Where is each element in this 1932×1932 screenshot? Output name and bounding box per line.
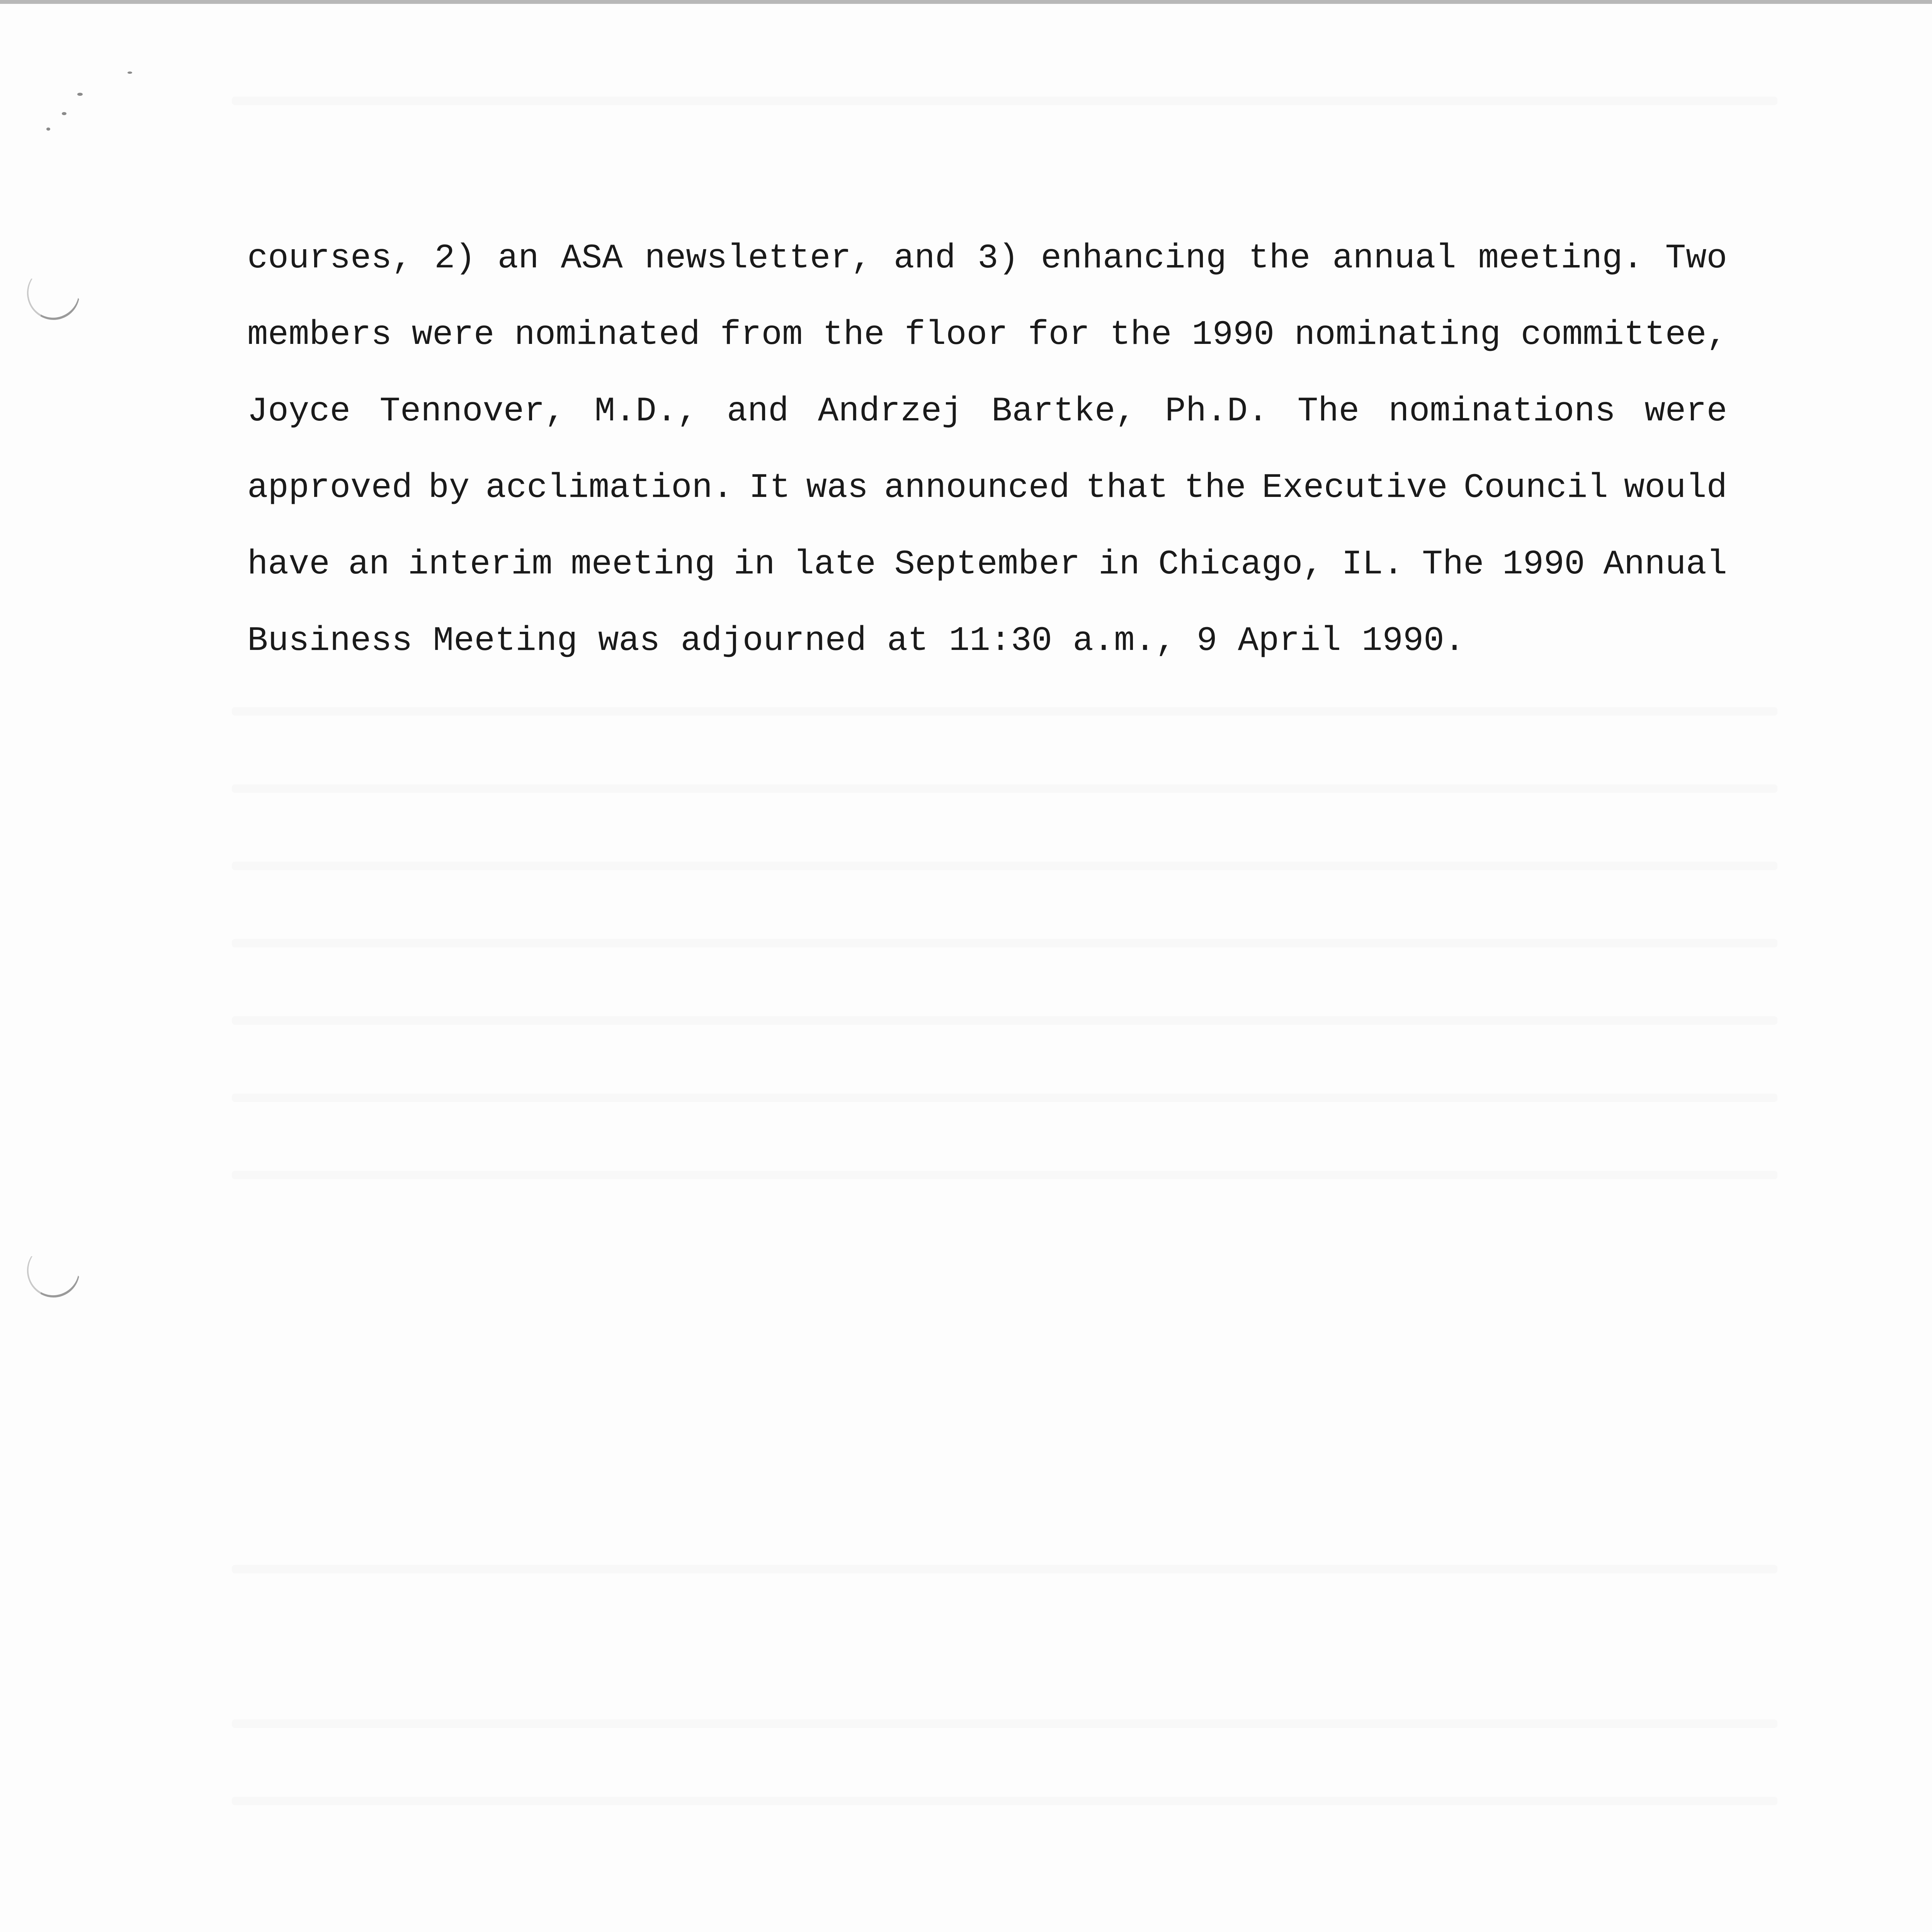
scan-speck	[128, 71, 132, 74]
word: Tennover,	[379, 392, 566, 431]
word: The	[1422, 545, 1484, 584]
text-line	[247, 603, 1727, 679]
bleed-through	[232, 1565, 1777, 1573]
bleed-through	[232, 784, 1777, 793]
word: committee,	[1520, 315, 1727, 354]
scan-top-edge	[0, 0, 1932, 4]
word: Annual	[1603, 545, 1727, 584]
bleed-through	[232, 1797, 1777, 1805]
word: meeting	[571, 545, 716, 584]
word: for	[1028, 315, 1090, 354]
word: Executive	[1262, 468, 1448, 507]
line-text: Business Meeting was adjourned at 11:30 a.m., 9 April 1990.	[247, 621, 1465, 660]
word: It	[749, 468, 791, 507]
word: was	[806, 468, 868, 507]
word: the	[1248, 239, 1311, 278]
bleed-through	[232, 862, 1777, 870]
bleed-through	[232, 939, 1777, 947]
bleed-through	[232, 1719, 1777, 1728]
bleed-through	[232, 97, 1777, 105]
word: an	[497, 239, 539, 278]
word: and	[893, 239, 956, 278]
text-line	[247, 297, 1727, 373]
word: were	[1645, 392, 1727, 431]
word: 1990	[1192, 315, 1274, 354]
word: interim	[408, 545, 553, 584]
scan-speck	[77, 93, 83, 96]
word: were	[412, 315, 495, 354]
word: September	[894, 545, 1080, 584]
word: the	[1184, 468, 1246, 507]
word: floor	[905, 315, 1008, 354]
word: from	[720, 315, 803, 354]
word: the	[1110, 315, 1172, 354]
word: ASA	[561, 239, 623, 278]
word: Two	[1665, 239, 1727, 278]
word: in	[1098, 545, 1140, 584]
word: announced	[884, 468, 1070, 507]
word: approved	[247, 468, 413, 507]
word: 2)	[434, 239, 476, 278]
scan-speck	[46, 128, 50, 131]
word: Council	[1463, 468, 1608, 507]
word: Chicago,	[1158, 545, 1323, 584]
text-line	[247, 450, 1727, 526]
scan-speck	[62, 112, 66, 115]
word: 1990	[1502, 545, 1585, 584]
word: the	[823, 315, 885, 354]
word: M.D.,	[594, 392, 698, 431]
word: Joyce	[247, 392, 351, 431]
bleed-through	[232, 1094, 1777, 1102]
word: newsletter,	[645, 239, 872, 278]
text-line	[247, 373, 1727, 450]
paragraph	[247, 220, 1727, 679]
text-line	[247, 220, 1727, 297]
text-line	[247, 526, 1727, 603]
word: and	[727, 392, 789, 431]
punch-hole	[20, 259, 87, 327]
bleed-through	[232, 707, 1777, 716]
word: Andrzej	[818, 392, 963, 431]
word: late	[793, 545, 876, 584]
word: 3)	[977, 239, 1019, 278]
word: enhancing	[1041, 239, 1227, 278]
word: in	[733, 545, 775, 584]
word: Bartke,	[992, 392, 1136, 431]
punch-hole	[20, 1237, 87, 1305]
word: nominated	[514, 315, 700, 354]
bleed-through	[232, 1171, 1777, 1179]
word: an	[348, 545, 390, 584]
word: meeting.	[1478, 239, 1643, 278]
word: by	[428, 468, 470, 507]
word: nominations	[1388, 392, 1616, 431]
word: acclimation.	[485, 468, 733, 507]
word: courses,	[247, 239, 413, 278]
word: have	[247, 545, 330, 584]
word: annual	[1332, 239, 1456, 278]
word: The	[1297, 392, 1359, 431]
word: nominating	[1294, 315, 1501, 354]
word: members	[247, 315, 392, 354]
word: would	[1624, 468, 1727, 507]
bleed-through	[232, 1016, 1777, 1025]
word: Ph.D.	[1165, 392, 1269, 431]
word: IL.	[1342, 545, 1404, 584]
word: that	[1085, 468, 1168, 507]
